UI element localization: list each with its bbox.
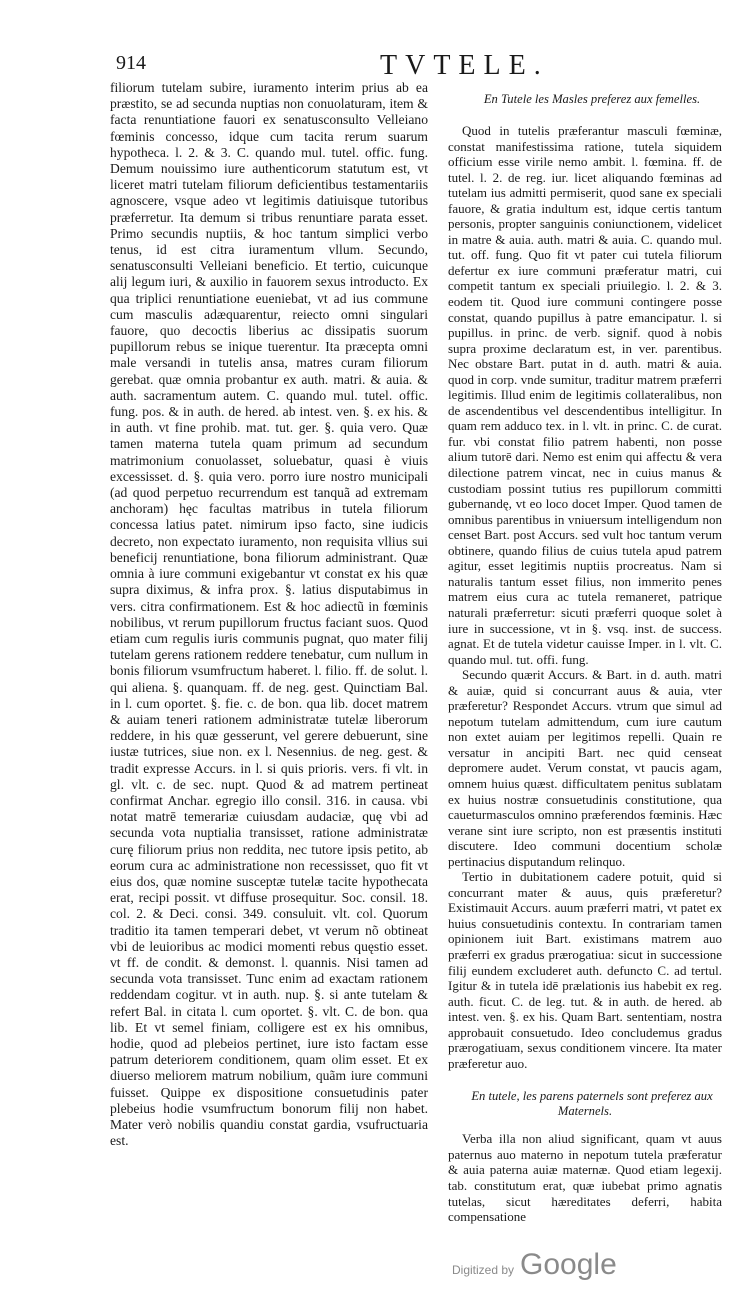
left-paragraph: filiorum tutelam subire, iuramento interim prius ab ea præstito, se ad secunda nuptias non conuolaturam, item & facta renuntiatione fauori ex senatusconsulto Velleiano fœminis concesso, idque cum tacita rerum suarum hypotheca. l. 2. & 3. C. quando mul. tutel. offic. fung. Demum nouissimo iure authenticorum statutum est, vt liceret matri tutelam filiorum deficientibus testamentariis agnoscere, vsque adeo vt legitimis datiuisque tutoribus præferretur. Ita demum si tribus renuntiare parata esset. Primo secundis nuptiis, & hoc tantum simplici verbo tenus, id est citra iuramentum vllum. Secundo, senatusconsulti Velleiani beneficio. Et tertio, cuicunque alij legum iuri, & auxilio in fauorem sexus introducto. Ex qua triplici renuntiatione eueniebat, vt ad ius commune cum masculis adæquarentur, reiecto omni singulari fauore, quo decoctis liberius ac dissipatis suorum pupillorum rebus se inique tuerentur. Ita præcepta omni male versandi in tutelis ansa, matres curam filiorum gerebat. quæ omnia probantur ex auth. matri. & auia. & auth. sacramentum autem. C. quando mul. tutel. offic. fung. pos. & in auth. de hered. ab intest. ven. §. ex his. & in auth. vt fine prohib. mat. tut. ger. §. quia vero. Quæ tamen materna tutela quam primum ad secundum matrimonium conuolasset, soluebatur, quasi è viuis excessisset. d. §. quia vero. porro iure nostro municipali (ad quod perpetuo recurrendum est tanquã ad extremam anchoram) hęc facultas matribus in tutela filiorum concessa latius patet. nimirum ipso facto, sine iudicis decreto, non expectato iuramento, non requisita vllius sui beneficij renuntiatione, bona filiorum administrant. Quæ omnia à iure communi exigebantur vt constat ex his quæ supra diximus, & infra prox. §. latius disputabimus in vers. citra confirmationem. Est & hoc adiectũ in fœminis nobilibus, vt rerum pupillorum fructus faciant suos. Quod etiam cum regulis iuris communis pugnat, quo mater filij tutelam gerens rationem reddere tenebatur, cum nullum in bonis filiorum vsumfructum haberet. l. filio. ff. de solut. l. qui aliena. §. quanquam. ff. de neg. gest. Quinctiam Bal. in l. cum oportet. §. fie. c. de bon. qua lib. docet matrem & auiam teneri rationem administratæ tutelæ liberorum reddere, in his quæ gesserunt, vel gerere debuerunt, sine iustæ tutrices, siue non. ex l. Nesennius. de neg. gest. & tradit expresse Accurs. in l. si quis prioris. vers. fi vlt. in gl. vlt. c. de sec. nupt. Quod & ad matrem pertineat confirmat Anchar. egregio illo consil. 316. in causa. vbi notat matrē temerariæ cuiusdam audaciæ, quę vbi ad secunda vota nuptialia transisset, ratione administratæ curę filiorum prius non reddita, nec tutore ipsis petito, ab eorum cura ac administratione non recessisset, quo fit vt eius dos, quæ nomine susceptæ tutelæ tacite hypothecata erat, recipi possit. vt diffuse prosequitur. Soc. consil. 18. col. 2. & Deci. consi. 349. consuluit. vlt. col. Quorum traditio ita tamen temperari debet, vt verum nõ obtineat vbi de leuioribus ac modici momenti rebus quęstio esset. vt ff. de condit. & demonst. l. quannis. Nisi tamen ad secunda vota transisset. Tunc enim ad exactam rationem reddendam cogitur. vt in auth. nup. §. si ante tutelam & refert Bal. in citata l. cum oportet. §. vlt. C. de bon. qua lib. Et vt semel finiam, colligere est ex his omnibus, hodie, quod ad plebeios pertinet, iure isto factam esse patrum deteriorem conditionem, quam olim esset. Et ex diuerso meliorem matrum nobilium, quãm iure communi fuisset. Quippe ex dispositione consuetudinis pater plebeius hodie vsumfructum bonorum filij non habet. Mater verò nobilis quandiu constat gardia, vsufructuaria est. (110, 80, 428, 1149)
google-logo: Google (520, 1248, 617, 1281)
digitized-watermark (452, 1248, 617, 1282)
page-number: 914 (116, 52, 146, 74)
right-paragraph: Quod in tutelis præferantur masculi fœminæ, constat manifestissima ratione, tutela siquidem officium esse virile nemo ambit. l. fœmina. ff. de tutel. l. 2. de reg. iur. licet aliquando fœminas ad tutelam ius admitti permiserit, quod sane ex speciali fauore, & gratia indultum est, idque certis tantum personis, propter sanguinis coniunctionem, videlicet in matre & auia. auth. matri & auia. C. quando mul. tut. off. fung. Quo fit vt pater cui tutela filiorum defertur ex iure communi præferatur matri, cui competit tantum ex speciali priuilegio. l. 2. & 3. eodem tit. Quod iure communi contingere posse constat, quando pupillus à patre emancipatur. l. si pupillus. in princ. de verb. signif. quod à nobis supra proxime declaratum est, in ver. parentibus. Nec obstare Bart. putat in d. auth. matri & auia. quod in corp. vnde sumitur, traditur matrem præferri legitimis. Illud enim de legitimis collateralibus, non de ascendentibus vel descendentibus intelligitur. In quam rem adduco tex. in l. vlt. in princ. C. de curat. fur. vbi constat filio patrem habenti, non posse alium tutorē dari. Nemo est enim qui affectu & vera dilectione patrem vincat, nec in cuius manus & custodiam possint tutius res pupillorum committi gubernandę, vt eo loco docet Imper. Quod tamen de omnibus parentibus in vniuersum intelligendum non censet Bart. post Accurs. sed vult hoc tantum verum obtinere, quando filius de cuius tutela apud patrem agitur, esset legitimis nuptiis procreatus. Nam si naturalis tantum esset filius, non immerito penes matrem eius cura ac tutela remaneret, patrique naturali præferretur: sicuti præferri quoque solet à iure in successione, vt in §. vsq. inst. de success. agnat. Et de tutela videtur cauisse Imper. in l. vlt. C. quando mul. tut. offi. fung. (448, 123, 722, 667)
right-paragraph: Tertio in dubitationem cadere potuit, quid si concurrant mater & auus, quis præferetur? Existimauit Accurs. auum præferri matri, vt patet ex huius consuetudinis contextu. In contrariam tamen opinionem iuit Bart. existimans matrem auo præferri ex gradus prærogatiua: sicut in successione filij eundem excluderet auth. defuncto C. ad tertul. Igitur & in tutela idē prælationis ius habebit ex reg. auth. ficut. C. de leg. tut. & in auth. de hered. ab intest. ven. §. ex his. Quam Bart. sententiam, nostra approbauit consuetudo. Ideo concludemus gradus prærogatiuam, sexus conditionem vincere. Ita mater præferetur auo. (448, 869, 722, 1071)
running-head: TVTELE. (380, 50, 549, 81)
rubric-masles: En Tutele les Masles preferez aux femelles. (483, 92, 701, 106)
right-paragraph: Verba illa non aliud significant, quam vt auus paternus auo materno in nepotum tutela præferatur & auia paterna auiæ maternæ. Quod etiam legexij. tab. constitutum erat, quæ iubebat primo agnatis tutelas, sicut hæreditates deferri, habita compensatione (448, 1131, 722, 1225)
digitized-by-label: Digitized by (452, 1263, 515, 1277)
rubric-parens: En tutele, les parens paternels sont preferez aux Maternels. (471, 1089, 713, 1119)
left-column (110, 80, 428, 1149)
right-paragraph: Secundo quærit Accurs. & Bart. in d. auth. matri & auiæ, quid si concurrant auus & auia, vter præferetur? Respondet Accurs. vtrum que simul ad nepotum tutelam admittendum, cum iure cautum non extet auiam per legitimos repelli. Quain re versatur in ancipiti Bart. nec quid censeat depromere audet. Verum constat, vt paucis agam, omnem huius quæst. difficultatem penitus sublatam ex huius nostræ consuetudinis constitutione, qua caueturmasculos omnino præferendos fœminis. Hæc verane sint iure scripto, non est præsentis instituti discutere. Ideo communi docentium scholæ pertinacius disputandum relinquo. (448, 667, 722, 869)
right-column (448, 92, 722, 1225)
